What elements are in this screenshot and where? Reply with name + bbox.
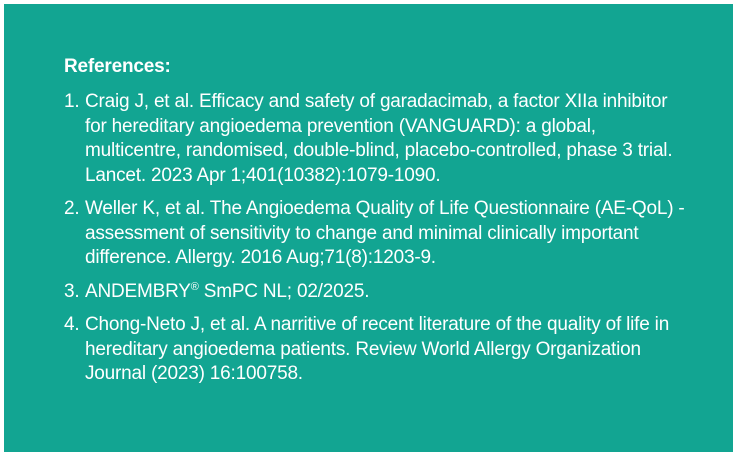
references-panel <box>4 4 733 452</box>
reference-text <box>85 280 685 305</box>
reference-number: 1. <box>64 91 80 112</box>
brand-name: ANDEMBRY <box>85 280 191 302</box>
reference-item-3 <box>64 280 693 305</box>
reference-number: 3. <box>64 280 80 302</box>
reference-number: 2. <box>64 198 80 219</box>
reference-item-2 <box>64 197 693 271</box>
reference-text: Chong-Neto J, et al. A narritive of recent literature of the quality of life in hereditary angioedema patients. Review World Allergy Organization Journal (2023) 16:100758. <box>85 314 670 384</box>
reference-text: Weller K, et al. The Angioedema Quality of Life Questionnaire (AE-QoL) - assessment of sensitivity to change and minimal clinically important difference. Allergy. 2016 Aug;71(8):1203-9. <box>85 198 685 268</box>
registered-trademark-mark: ® <box>190 280 199 293</box>
references-heading: References: <box>64 56 171 77</box>
reference-item-4 <box>64 313 693 387</box>
reference-number: 4. <box>64 314 80 335</box>
reference-item-1 <box>64 90 693 188</box>
reference-text-rest: SmPC NL; 02/2025. <box>198 280 370 302</box>
references-list <box>64 90 693 387</box>
reference-text: Craig J, et al. Efficacy and safety of garadacimab, a factor XIIa inhibitor for hereditary angioedema prevention (VANGUARD): a global, multicentre, randomised, double-blind, placebo-controlled, phase 3 trial. Lancet. 2023 Apr 1;401(10382):1079-1090. <box>85 91 673 186</box>
